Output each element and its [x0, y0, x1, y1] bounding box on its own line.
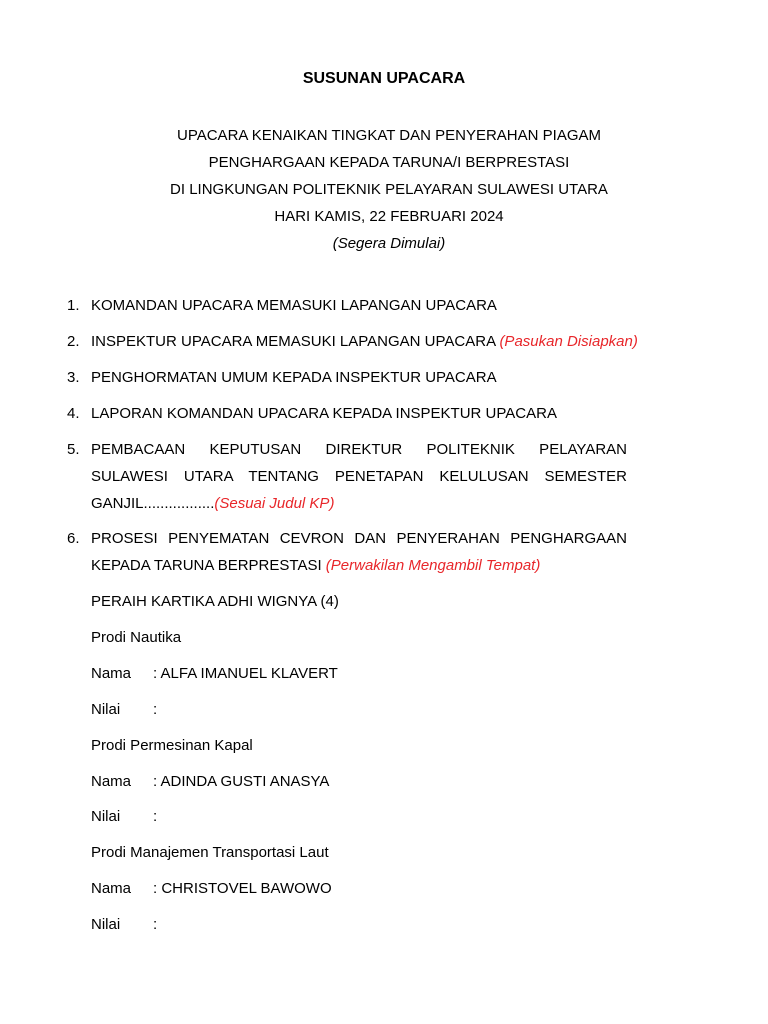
item-note: (Sesuai Judul KP)	[214, 495, 335, 512]
item-text-line: PROSESI PENYEMATAN CEVRON DAN PENYERAHAN PENGHARGAAN	[91, 530, 627, 547]
score-row	[91, 700, 157, 720]
item-number: 1.	[67, 297, 80, 314]
item-number: 6.	[67, 530, 80, 547]
page-title: SUSUNAN UPACARA	[302, 70, 466, 87]
prodi-label: Prodi Manajemen Transportasi Laut	[91, 844, 329, 861]
item-text: INSPEKTUR UPACARA MEMASUKI LAPANGAN UPACARA	[91, 333, 496, 350]
score-value: :	[153, 701, 158, 718]
item-text: KOMANDAN UPACARA MEMASUKI LAPANGAN UPACARA	[91, 297, 497, 314]
header-note: (Segera Dimulai)	[332, 235, 446, 252]
prodi-label: Prodi Nautika	[91, 629, 182, 646]
header-line: UPACARA KENAIKAN TINGKAT DAN PENYERAHAN PIAGAM	[177, 127, 601, 144]
score-row	[91, 807, 157, 827]
score-label: Nilai	[91, 808, 121, 825]
item-text-line: SULAWESI UTARA TENTANG PENETAPAN KELULUSAN SEMESTER	[91, 468, 627, 485]
agenda-item-3	[67, 364, 627, 391]
item-text: LAPORAN KOMANDAN UPACARA KEPADA INSPEKTUR UPACARA	[91, 405, 557, 422]
header-line: PENGHARGAAN KEPADA TARUNA/I BERPRESTASI	[208, 154, 570, 171]
item-number: 2.	[67, 333, 80, 350]
name-value: : ALFA IMANUEL KLAVERT	[153, 665, 338, 682]
item-text: PENGHORMATAN UMUM KEPADA INSPEKTUR UPACARA	[91, 369, 497, 386]
item-number: 4.	[67, 405, 80, 422]
item-note: (Pasukan Disiapkan)	[499, 333, 638, 350]
item-note: (Perwakilan Mengambil Tempat)	[325, 557, 541, 574]
name-value: : CHRISTOVEL BAWOWO	[153, 880, 332, 897]
item-number: 5.	[67, 441, 80, 458]
name-label: Nama	[91, 773, 132, 790]
ceremony-header	[0, 126, 768, 261]
name-label: Nama	[91, 665, 132, 682]
item-text-line: KEPADA TARUNA BERPRESTASI	[91, 557, 322, 574]
name-row	[91, 664, 338, 684]
agenda-item-6	[67, 525, 627, 579]
awardees-heading: PERAIH KARTIKA ADHI WIGNYA (4)	[91, 593, 339, 610]
prodi-label: Prodi Permesinan Kapal	[91, 737, 253, 754]
score-row	[91, 915, 157, 935]
agenda-item-5	[67, 436, 627, 517]
score-label: Nilai	[91, 701, 121, 718]
agenda-item-4	[67, 400, 627, 427]
score-value: :	[153, 916, 158, 933]
score-value: :	[153, 808, 158, 825]
score-label: Nilai	[91, 916, 121, 933]
agenda-item-2	[67, 328, 667, 355]
name-row	[91, 879, 332, 899]
name-row	[91, 772, 329, 792]
item-number: 3.	[67, 369, 80, 386]
item-text-line: GANJIL.................	[91, 495, 215, 512]
header-line: DI LINGKUNGAN POLITEKNIK PELAYARAN SULAWESI UTARA	[170, 181, 608, 198]
header-date: HARI KAMIS, 22 FEBRUARI 2024	[274, 208, 504, 225]
agenda-item-1	[67, 292, 627, 319]
name-label: Nama	[91, 880, 132, 897]
name-value: : ADINDA GUSTI ANASYA	[153, 773, 330, 790]
item-text-line: PEMBACAAN KEPUTUSAN DIREKTUR POLITEKNIK PELAYARAN	[91, 441, 627, 458]
